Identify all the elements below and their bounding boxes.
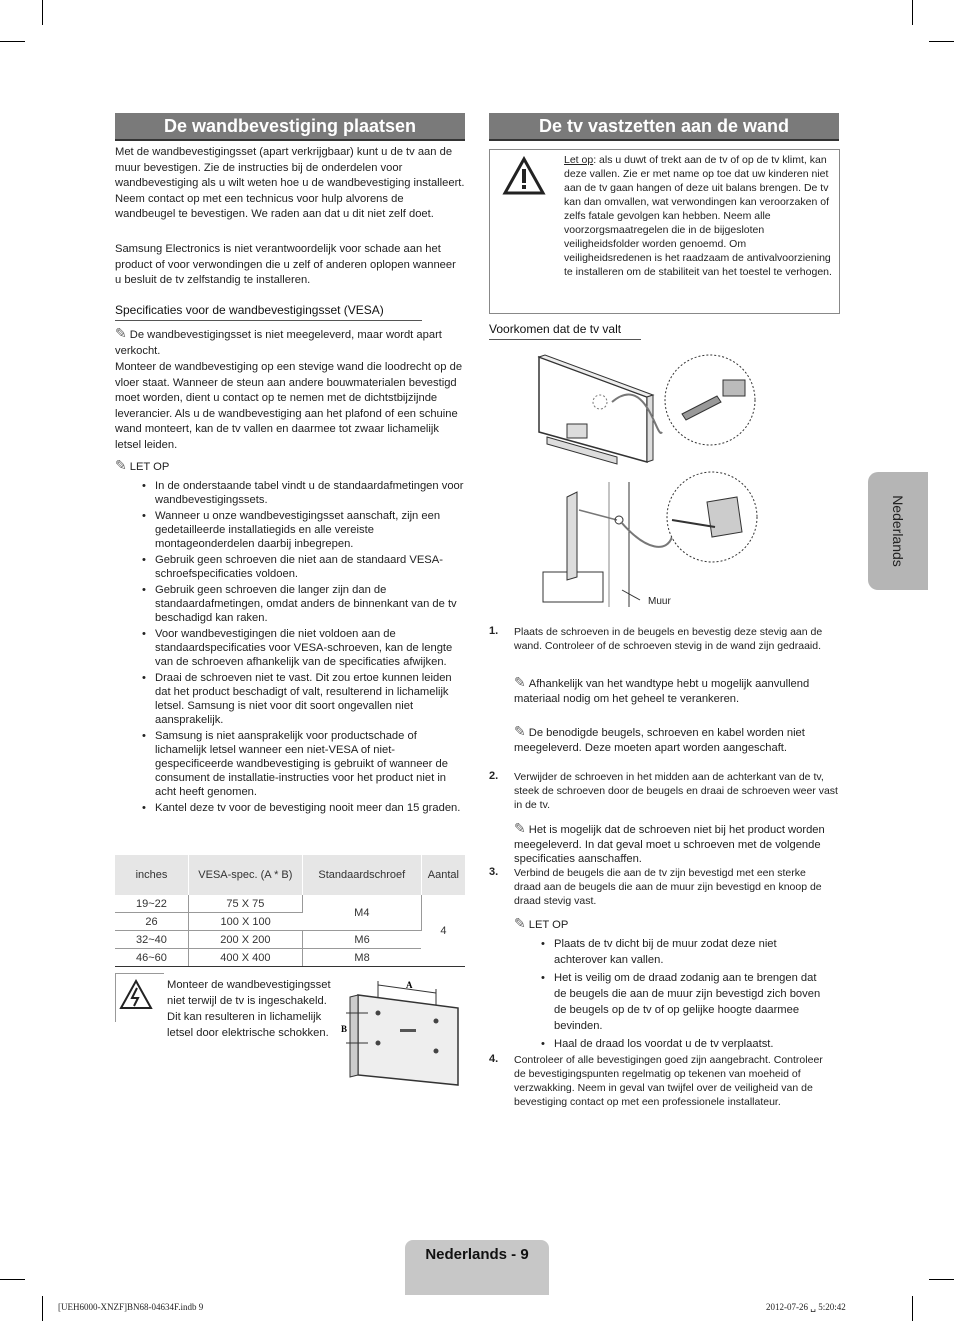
- section-title-secure-tv: De tv vastzetten aan de wand: [489, 113, 839, 141]
- table-cell: 4: [440, 924, 447, 937]
- dimension-a-label: A: [406, 980, 413, 990]
- section-title-wall-mount: De wandbevestiging plaatsen: [115, 113, 465, 141]
- mount-paragraph: Monteer de wandbevestiging op een stevige wand die loodrecht op de vloer staat. Wanneer de steun aan andere bouwmaterialen bevestigd moet worden, dient u contact op te nemen met de dichtstbijzijnde leverancier. Als u de wandbevestiging aan het plafond of een schuine wand monteert, kan de tv vallen en daarmee tot zwaar lichamelijk letsel leiden.: [115, 361, 463, 451]
- crop-mark: [912, 0, 913, 25]
- step-text: Verbind de beugels die aan de tv zijn bevestigd met een sterke draad aan de beugels die aan de muur zijn bevestigd en knoop de draad stevig vast.: [514, 867, 822, 907]
- list-item: • Plaats de tv dicht bij de muur zodat deze niet achterover kan vallen.: [540, 936, 830, 968]
- caution-icon: [502, 156, 546, 196]
- table-row: [115, 895, 465, 913]
- col-header: VESA-spec. (A * B): [188, 855, 302, 895]
- vesa-table-wrap: [115, 855, 465, 967]
- step-text: Controleer of alle bevestigingen goed zijn aangebracht. Controleer de bevestigingspunten regelmatig op tekenen van moeheid of verzwakking. Neem in geval van twijfel over de veiligheid van de bevestiging contact op met een professionele installateur.: [514, 1054, 823, 1108]
- crop-mark: [0, 41, 25, 42]
- note-pencil-icon: ✎: [514, 915, 526, 931]
- disclaimer-paragraph: Samsung Electronics is niet verantwoordelijk voor schade aan het product of voor verwondingen die u zelf of anderen oplopen wanneer u besluit de tv zelfstandig te installeren.: [115, 243, 456, 286]
- list-item: • Wanneer u onze wandbevestigingsset aanschaft, zijn een gedetailleerde installatiegids en alle vereiste montageonderdelen daarbij inbegrepen.: [141, 509, 466, 551]
- list-item: • Voor wandbevestigingen die niet voldoen aan de standaardspecificaties voor VESA-schroeven, kan de lengte van de schroeven afhankelijk van de specificaties afwijken.: [141, 627, 466, 669]
- list-item: • Draai de schroeven niet te vast. Dit zou ertoe kunnen leiden dat het product beschadigt of valt, resulterend in lichamelijk letsel. Samsung is niet voor dit soort ongevallen niet aansprakelijk.: [141, 671, 466, 727]
- caution-list: [141, 479, 466, 817]
- table-cell: 19~22: [115, 895, 188, 913]
- note-wall-type: ✎ Afhankelijk van het wandtype hebt u mogelijk aanvullend materiaal nodig om het geheel te verankeren.: [514, 674, 810, 705]
- print-info-right: 2012-07-26 ␣ 5:20:42: [766, 1302, 846, 1312]
- step-text: Plaats de schroeven in de beugels en bevestig deze stevig aan de wand. Controleer of de schroeven stevig in de wand zijn gedraaid.: [514, 626, 823, 652]
- note-pencil-icon: ✎: [514, 723, 526, 739]
- step-number: 2.: [489, 770, 499, 782]
- crop-mark: [0, 1279, 25, 1280]
- col-header: Aantal: [421, 855, 465, 895]
- dimension-b-label: B: [341, 1024, 348, 1034]
- note-pencil-icon: ✎: [115, 457, 127, 473]
- list-item: • Gebruik geen schroeven die langer zijn dan de standaardafmetingen, omdat anders de binnenkant van de tv beschadigd kan raken.: [141, 583, 466, 625]
- wall-label: Muur: [648, 596, 671, 607]
- table-cell: 75 X 75: [188, 895, 302, 913]
- caution-note: ✎ LET OP: [115, 457, 170, 473]
- spec-heading: Specificaties voor de wandbevestigingsset (VESA): [115, 303, 422, 321]
- electric-warning-text: Monteer de wandbevestigingsset niet terwijl de tv is ingeschakeld. Dit kan resulteren in lichamelijk letsel door elektrische schokken.: [167, 979, 331, 1039]
- note-not-included: ✎ De wandbevestigingsset is niet meegeleverd, maar wordt apart verkocht.: [115, 325, 442, 357]
- caution-text: Let op: als u duwt of trekt aan de tv of op de tv klimt, kan deze vallen. Zie er met name op toe dat uw kinderen niet aan de tv gaan hangen of deze uit balans brengen. De tv kan dan omvallen, wat verwondingen kan veroorzaken of zelfs fatale gevolgen kan hebben. Neem alle voorzorgsmaatregelen die in de bijgesloten veiligheidsfolder worden genoemd. Om veiligheidsredenen is het raadzaam de antivalvoorziening te installeren om de stabiliteit van het toestel te verhogen.: [564, 154, 832, 278]
- page-number-tab: [405, 1240, 549, 1295]
- vesa-table: [115, 855, 465, 966]
- table-cell: 46~60: [115, 949, 188, 967]
- table-cell: 200 X 200: [188, 931, 302, 949]
- list-item: • In de onderstaande tabel vindt u de standaardafmetingen voor wandbevestigingssets.: [141, 479, 466, 507]
- step-number: 1.: [489, 625, 499, 637]
- note-parts-not-included: ✎ De benodigde beugels, schroeven en kabel worden niet meegeleverd. Deze moeten apart worden aangeschaft.: [514, 723, 805, 754]
- table-row: [115, 949, 465, 967]
- vesa-diagram: [338, 975, 464, 1090]
- list-item: • Gebruik geen schroeven die niet aan de standaard VESA-schroefspecificaties voldoen.: [141, 553, 466, 581]
- list-item: • Samsung is niet aansprakelijk voor productschade of lichamelijk letsel wanneer een niet-VESA of niet-gespecificeerde wandbevestiging is gebruikt of wanneer de consument de installatie-instructies voor het product niet in acht heeft genomen.: [141, 729, 466, 799]
- side-tab-wrap: [868, 472, 928, 590]
- crop-mark: [42, 0, 43, 25]
- col-header: Standaardschroef: [302, 855, 421, 895]
- crop-mark: [42, 1296, 43, 1321]
- caution-note: ✎ LET OP: [514, 915, 569, 931]
- table-cell: M6: [302, 931, 421, 949]
- crop-mark: [912, 1296, 913, 1321]
- crop-mark: [929, 1279, 954, 1280]
- step-number: 3.: [489, 866, 499, 878]
- crop-mark: [929, 41, 954, 42]
- side-tab-label: Nederlands: [890, 495, 907, 567]
- intro-paragraph: Met de wandbevestigingsset (apart verkrijgbaar) kunt u de tv aan de muur bevestigen. Zie de instructies bij de onderdelen voor wandbevestiging als u wilt weten hoe u de wandbevestiging installeert. Neem contact op met een technicus voor hulp alvorens de wandbeugel te bevestigen. We raden aan dat u dit niet zelf doet.: [115, 146, 465, 220]
- table-cell: 26: [115, 913, 188, 931]
- list-item: • Het is veilig om de draad zodanig aan te brengen dat de beugels die aan de muur zijn bevestigd zich boven de beugels op de tv of op gelijke hoogte daarmee bevinden.: [540, 970, 830, 1034]
- caution-list: [540, 936, 830, 1054]
- list-item: • Haal de draad los voordat u de tv verplaatst.: [540, 1036, 830, 1052]
- table-cell: M8: [354, 951, 370, 964]
- print-info-left: [UEH6000-XNZF]BN68-04634F.indb 9: [58, 1302, 204, 1312]
- table-cell: 100 X 100: [188, 913, 302, 931]
- step-number: 4.: [489, 1053, 499, 1065]
- page-number-label: Nederlands - 9: [425, 1246, 529, 1263]
- table-header-row: [115, 855, 465, 895]
- note-pencil-icon: ✎: [514, 820, 526, 836]
- col-header: inches: [115, 855, 188, 895]
- table-row: [115, 931, 465, 949]
- electric-warning-icon: [119, 978, 153, 1010]
- note-pencil-icon: ✎: [514, 674, 526, 690]
- fall-prevention-illustration: [537, 352, 767, 607]
- table-cell: 32~40: [115, 931, 188, 949]
- table-cell: M4: [302, 895, 421, 931]
- note-pencil-icon: ✎: [115, 325, 127, 341]
- step-text: Verwijder de schroeven in het midden aan de achterkant van de tv, steek de schroeven door de beugels en draai de schroeven weer vast in de tv.: [514, 771, 838, 811]
- table-cell: 400 X 400: [188, 949, 302, 967]
- list-item: • Kantel deze tv voor de bevestiging nooit meer dan 15 graden.: [141, 801, 466, 815]
- note-screws: ✎ Het is mogelijk dat de schroeven niet bij het product worden meegeleverd. In dat geval moet u schroeven met de volgende specificaties aanschaffen.: [514, 820, 825, 865]
- caution-label: Let op: [564, 154, 594, 166]
- prevent-fall-heading: Voorkomen dat de tv valt: [489, 322, 641, 340]
